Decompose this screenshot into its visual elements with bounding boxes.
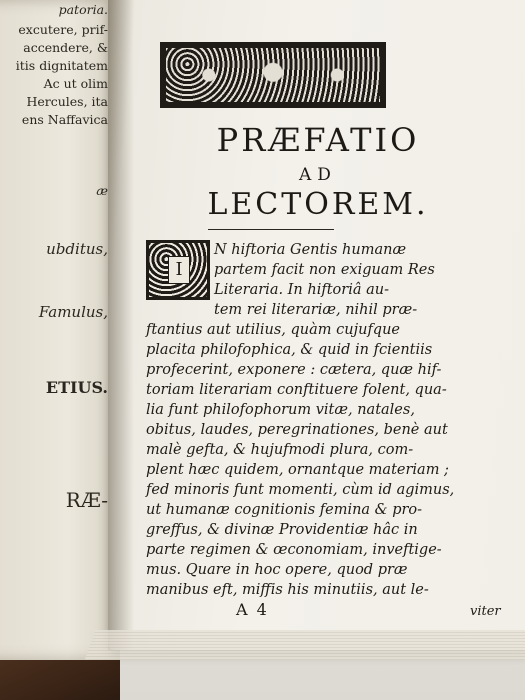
body-line: Literaria. In hiftoriâ au- <box>214 282 389 298</box>
body-line: N hiftoria Gentis humanæ <box>214 242 407 258</box>
body-line: fed minoris funt momenti, cùm id agimus, <box>146 482 455 498</box>
left-line: excutere, prif- <box>18 22 108 37</box>
body-line: parte regimen & œconomiam, inveftige- <box>146 542 442 558</box>
body-line: profecerint, exponere : cætera, quæ hif- <box>146 362 442 378</box>
body-line: manibus eft, miffis his minutiis, aut le- <box>146 582 429 598</box>
body-line: ut humanæ cognitionis femina & pro- <box>146 502 423 518</box>
page-edges <box>85 630 525 660</box>
body-line: lia funt philofophorum vitæ, natales, <box>146 402 415 418</box>
body-line: greffus, & divinæ Providentiæ hâc in <box>146 522 418 538</box>
ornament-pattern <box>166 48 380 102</box>
body-line: tem rei literariæ, nihil præ- <box>214 302 418 318</box>
body-line: toriam literariam conftituere folent, qua- <box>146 382 447 398</box>
left-line: æ <box>96 183 108 198</box>
left-line: patoria. <box>58 2 108 17</box>
left-line: Famulus, <box>38 303 108 321</box>
left-line: ubditus, <box>46 240 108 258</box>
left-page <box>0 0 120 660</box>
left-line: ens Naffavica <box>21 112 108 127</box>
body-line: partem facit non exiguam Res <box>214 262 435 278</box>
body-line: mus. Quare in hoc opere, quod præ <box>146 562 408 578</box>
signature-mark: A 4 <box>236 600 269 619</box>
body-line: plent hæc quidem, ornantque materiam ; <box>146 462 449 478</box>
page-gutter-shadow <box>108 0 134 650</box>
drop-cap-block <box>146 240 210 300</box>
body-line: obitus, laudes, peregrinationes, benè aut <box>146 422 448 438</box>
drop-cap-letter: I <box>168 256 190 284</box>
left-line: Hercules, ita <box>26 94 108 109</box>
left-line: Ac ut olim <box>43 76 108 91</box>
body-line: ftantius aut utilius, quàm cujufque <box>146 322 401 338</box>
body-line: placita philofophica, & quid in fcientiis <box>146 342 433 358</box>
body-line: malè gefta, & hujufmodi plura, com- <box>146 442 414 458</box>
left-line: accendere, & <box>23 40 108 55</box>
headpiece-ornament <box>160 42 386 108</box>
title-rule <box>208 229 334 230</box>
title-praefatio: PRÆFATIO <box>216 121 420 159</box>
title-ad: AD <box>299 165 337 185</box>
title-lectorem: LECTOREM. <box>207 187 429 222</box>
left-line: itis dignitatem <box>15 58 108 73</box>
catchword: viter <box>470 604 501 619</box>
left-line: ETIUS. <box>45 378 108 397</box>
left-line: RÆ- <box>65 488 108 512</box>
